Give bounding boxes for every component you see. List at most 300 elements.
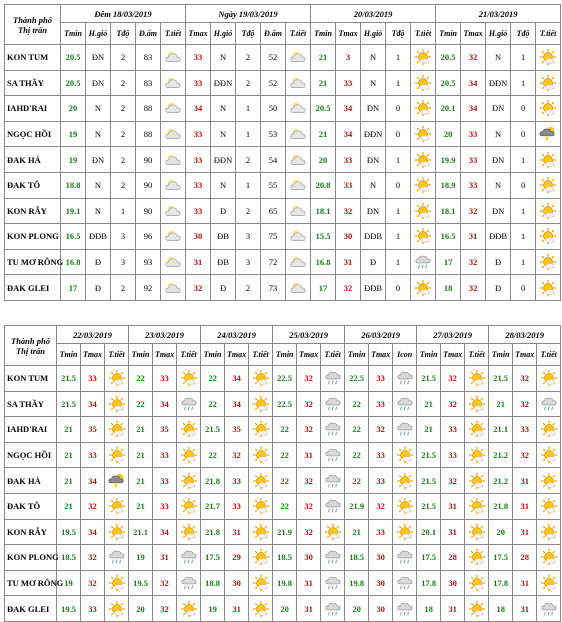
value-cell: 20.5	[61, 45, 86, 71]
value-cell: 22.5	[273, 366, 297, 392]
weather-cell	[177, 545, 201, 571]
column-header: T.tiết	[536, 23, 561, 45]
value-cell: 0	[386, 96, 411, 122]
rain-icon	[324, 600, 342, 618]
value-cell: 72	[261, 249, 286, 275]
weather-cell	[537, 545, 561, 571]
sun-icon	[252, 523, 270, 541]
weather-cell	[161, 147, 186, 173]
value-cell: Đ	[86, 249, 111, 275]
value-cell: 32	[461, 275, 486, 301]
weather-cell	[465, 596, 489, 622]
column-header: T.tiết	[537, 344, 561, 366]
value-cell: 20.5	[61, 70, 86, 96]
value-cell: 19.5	[57, 596, 81, 622]
sun-icon	[252, 446, 270, 464]
value-cell: 33	[186, 147, 211, 173]
sun-icon	[108, 497, 126, 515]
sun-icon	[468, 574, 486, 592]
sun-icon	[180, 497, 198, 515]
value-cell: 32	[441, 366, 465, 392]
value-cell: 33	[513, 417, 537, 443]
value-cell: 3	[236, 224, 261, 250]
sun-icon	[539, 279, 557, 297]
value-cell: 2	[111, 172, 136, 198]
value-cell: Đ	[486, 249, 511, 275]
value-cell: 21.8	[201, 468, 225, 494]
storm-icon	[108, 472, 126, 490]
cloud-icon	[164, 227, 182, 245]
value-cell: 30	[186, 224, 211, 250]
column-header: T.tiết	[177, 344, 201, 366]
cloud-icon	[164, 202, 182, 220]
value-cell: 22	[345, 417, 369, 443]
weather-cell	[411, 224, 436, 250]
sun-icon	[468, 395, 486, 413]
value-cell: 33	[186, 172, 211, 198]
sun-icon	[252, 472, 270, 490]
sun-icon	[180, 523, 198, 541]
value-cell: 34	[461, 96, 486, 122]
column-header: Tđộ	[386, 23, 411, 45]
value-cell: 34	[153, 391, 177, 417]
value-cell: 21	[489, 391, 513, 417]
value-cell: 90	[136, 172, 161, 198]
value-cell: ĐN	[361, 198, 386, 224]
weather-cell	[393, 391, 417, 417]
value-cell: 22	[345, 391, 369, 417]
forecast-table-2	[4, 325, 561, 622]
value-cell: 21.5	[417, 468, 441, 494]
value-cell: 55	[261, 172, 286, 198]
value-cell: 34	[186, 96, 211, 122]
rain-icon	[324, 420, 342, 438]
weather-cell	[286, 224, 311, 250]
value-cell: Đ	[361, 249, 386, 275]
date-header: 21/03/2019	[436, 5, 561, 23]
value-cell: 28	[513, 545, 537, 571]
sun-icon	[180, 600, 198, 618]
weather-cell	[249, 570, 273, 596]
value-cell: 33	[369, 366, 393, 392]
weather-cell	[286, 147, 311, 173]
city-name: NGỌC HỒI	[5, 121, 61, 147]
weather-cell	[465, 391, 489, 417]
weather-cell	[465, 545, 489, 571]
cloud-icon	[289, 151, 307, 169]
sun-icon	[468, 369, 486, 387]
date-header: 20/03/2019	[311, 5, 436, 23]
value-cell: 35	[225, 417, 249, 443]
value-cell: 33	[336, 147, 361, 173]
value-cell: 29	[225, 545, 249, 571]
city-name: ĐAK GLEI	[5, 596, 57, 622]
value-cell: N	[211, 45, 236, 71]
value-cell: ĐB	[211, 224, 236, 250]
weather-cell	[537, 596, 561, 622]
column-header: T.tiết	[321, 344, 345, 366]
column-header: Tmin	[273, 344, 297, 366]
group-header-row	[5, 326, 561, 344]
cloud-icon	[164, 125, 182, 143]
value-cell: 34	[461, 70, 486, 96]
sun-icon	[540, 523, 558, 541]
value-cell: 21	[57, 442, 81, 468]
date-header: 23/03/2019	[129, 326, 201, 344]
value-cell: 33	[369, 519, 393, 545]
value-cell: 20	[61, 96, 86, 122]
table-row	[5, 275, 561, 301]
value-cell: 21	[129, 493, 153, 519]
value-cell: 18.8	[201, 570, 225, 596]
weather-cell	[105, 570, 129, 596]
rain-icon	[540, 395, 558, 413]
column-header: Tđộ	[111, 23, 136, 45]
value-cell: 88	[136, 96, 161, 122]
value-cell: N	[486, 121, 511, 147]
sun-icon	[108, 600, 126, 618]
weather-cell	[321, 493, 345, 519]
value-cell: 32	[225, 442, 249, 468]
column-header: H.gió	[361, 23, 386, 45]
sun-icon	[540, 548, 558, 566]
value-cell: ĐN	[361, 147, 386, 173]
value-cell: 1	[511, 224, 536, 250]
sun-icon	[108, 420, 126, 438]
sun-icon	[468, 497, 486, 515]
value-cell: 83	[136, 70, 161, 96]
sun-icon	[108, 574, 126, 592]
column-header: Tmax	[336, 23, 361, 45]
sun-icon	[540, 574, 558, 592]
column-header: Tmin	[129, 344, 153, 366]
city-name: TU MƠ RÔNG	[5, 570, 57, 596]
value-cell: 21	[345, 519, 369, 545]
date-header: Ngày 19/03/2019	[186, 5, 311, 23]
cloud-icon	[289, 227, 307, 245]
value-cell: 21	[311, 121, 336, 147]
sun-icon	[539, 151, 557, 169]
weather-cell	[249, 596, 273, 622]
sun-icon	[540, 497, 558, 515]
value-cell: 1	[386, 198, 411, 224]
value-cell: 19	[57, 570, 81, 596]
value-cell: 30	[369, 596, 393, 622]
weather-cell	[411, 249, 436, 275]
value-cell: N	[361, 45, 386, 71]
weather-cell	[411, 147, 436, 173]
value-cell: 18	[417, 596, 441, 622]
city-name: ĐAK TÔ	[5, 493, 57, 519]
value-cell: 32	[513, 366, 537, 392]
weather-cell	[411, 121, 436, 147]
value-cell: 33	[441, 442, 465, 468]
weather-cell	[536, 121, 561, 147]
cloud-icon	[289, 279, 307, 297]
column-header-row	[5, 344, 561, 366]
value-cell: 32	[297, 519, 321, 545]
weather-cell	[177, 417, 201, 443]
value-cell: 1	[386, 147, 411, 173]
weather-cell	[465, 417, 489, 443]
weather-cell	[321, 391, 345, 417]
city-label: Thành phố	[11, 335, 50, 346]
sun-icon	[252, 420, 270, 438]
value-cell: 33	[186, 198, 211, 224]
value-cell: 1	[386, 249, 411, 275]
table-row	[5, 493, 561, 519]
value-cell: ĐĐN	[211, 147, 236, 173]
weather-cell	[321, 519, 345, 545]
city-label: Thành phố	[13, 14, 52, 25]
town-label: Thị trấn	[15, 345, 46, 356]
weather-cell	[286, 275, 311, 301]
table-row	[5, 570, 561, 596]
weather-cell	[465, 468, 489, 494]
table-row	[5, 366, 561, 392]
weather-cell	[161, 70, 186, 96]
value-cell: 19.5	[129, 570, 153, 596]
value-cell: 31	[153, 545, 177, 571]
value-cell: 18.5	[273, 545, 297, 571]
value-cell: 17.8	[417, 570, 441, 596]
sun-icon	[180, 446, 198, 464]
weather-cell	[321, 417, 345, 443]
value-cell: 0	[511, 121, 536, 147]
value-cell: 19	[61, 147, 86, 173]
city-header	[5, 326, 57, 366]
date-header: Đêm 18/03/2019	[61, 5, 186, 23]
sun-icon	[252, 497, 270, 515]
value-cell: 1	[386, 45, 411, 71]
value-cell: 21.1	[489, 417, 513, 443]
rain-icon	[324, 369, 342, 387]
value-cell: 21.2	[489, 468, 513, 494]
value-cell: 35	[153, 417, 177, 443]
weather-cell	[161, 224, 186, 250]
weather-cell	[411, 198, 436, 224]
value-cell: 2	[111, 147, 136, 173]
city-name: SA THẦY	[5, 70, 61, 96]
value-cell: 88	[136, 121, 161, 147]
table-row	[5, 198, 561, 224]
value-cell: 1	[511, 249, 536, 275]
weather-cell	[161, 249, 186, 275]
value-cell: 31	[513, 570, 537, 596]
value-cell: 32	[81, 570, 105, 596]
value-cell: 32	[153, 570, 177, 596]
sun-icon	[252, 600, 270, 618]
weather-cell	[249, 442, 273, 468]
value-cell: 2	[236, 147, 261, 173]
value-cell: 32	[297, 493, 321, 519]
value-cell: 0	[511, 275, 536, 301]
rain-icon	[396, 420, 414, 438]
weather-cell	[321, 570, 345, 596]
sun-icon	[414, 151, 432, 169]
cloud-icon	[164, 99, 182, 117]
value-cell: 19.5	[57, 519, 81, 545]
weather-cell	[536, 96, 561, 122]
weather-cell	[249, 366, 273, 392]
weather-cell	[177, 596, 201, 622]
weather-cell	[411, 70, 436, 96]
sun-icon	[540, 472, 558, 490]
value-cell: 54	[261, 147, 286, 173]
value-cell: 16.8	[311, 249, 336, 275]
forecast-table-1	[4, 4, 561, 301]
cloud-icon	[289, 125, 307, 143]
value-cell: 3	[111, 224, 136, 250]
value-cell: 33	[441, 417, 465, 443]
date-header: 25/03/2019	[273, 326, 345, 344]
value-cell: 16.8	[61, 249, 86, 275]
value-cell: 32	[369, 493, 393, 519]
cloud-icon	[289, 74, 307, 92]
sun-icon	[414, 125, 432, 143]
column-header: Tmax	[297, 344, 321, 366]
value-cell: 20.1	[436, 96, 461, 122]
weather-cell	[393, 417, 417, 443]
value-cell: 31	[225, 519, 249, 545]
value-cell: 21.5	[57, 391, 81, 417]
weather-cell	[286, 198, 311, 224]
column-header: T.tiết	[465, 344, 489, 366]
column-header: Tmin	[61, 23, 86, 45]
weather-cell	[286, 172, 311, 198]
weather-cell	[393, 366, 417, 392]
value-cell: 1	[511, 45, 536, 71]
value-cell: 21.5	[417, 493, 441, 519]
value-cell: 30	[297, 545, 321, 571]
table-row	[5, 442, 561, 468]
rain-icon	[396, 548, 414, 566]
value-cell: 33	[461, 172, 486, 198]
column-header: Tđộ	[236, 23, 261, 45]
table-row	[5, 596, 561, 622]
sun-icon	[468, 523, 486, 541]
value-cell: 31	[461, 224, 486, 250]
value-cell: 22	[273, 417, 297, 443]
table-row	[5, 545, 561, 571]
weather-cell	[393, 570, 417, 596]
weather-cell	[105, 519, 129, 545]
weather-cell	[411, 275, 436, 301]
value-cell: ĐĐB	[361, 275, 386, 301]
value-cell: N	[361, 172, 386, 198]
value-cell: 20.1	[417, 519, 441, 545]
sun-icon	[324, 523, 342, 541]
value-cell: 32	[369, 417, 393, 443]
value-cell: ĐN	[486, 198, 511, 224]
sun-icon	[414, 74, 432, 92]
column-header: Đ.ẩm	[261, 23, 286, 45]
value-cell: 1	[236, 172, 261, 198]
city-name: NGỌC HỒI	[5, 442, 57, 468]
column-header: Tmin	[489, 344, 513, 366]
value-cell: 1	[511, 147, 536, 173]
rain-icon	[180, 574, 198, 592]
value-cell: 34	[153, 519, 177, 545]
value-cell: 19	[201, 596, 225, 622]
value-cell: 21.2	[489, 442, 513, 468]
value-cell: Đ	[86, 275, 111, 301]
value-cell: ĐN	[86, 147, 111, 173]
value-cell: ĐN	[86, 70, 111, 96]
value-cell: 19	[61, 121, 86, 147]
column-header: Tđộ	[511, 23, 536, 45]
value-cell: 33	[81, 366, 105, 392]
value-cell: 28	[441, 545, 465, 571]
value-cell: 19	[129, 545, 153, 571]
city-name: TU MƠ RÔNG	[5, 249, 61, 275]
weather-cell	[105, 442, 129, 468]
value-cell: 90	[136, 147, 161, 173]
sun-icon	[539, 176, 557, 194]
city-name: ĐAK GLEI	[5, 275, 61, 301]
date-header: 26/03/2019	[345, 326, 417, 344]
table-row	[5, 147, 561, 173]
value-cell: 22	[201, 442, 225, 468]
city-name: IAHD'RAI	[5, 96, 61, 122]
cloud-icon	[164, 279, 182, 297]
value-cell: 22.5	[273, 391, 297, 417]
value-cell: 20	[436, 121, 461, 147]
value-cell: 32	[297, 391, 321, 417]
value-cell: 96	[136, 224, 161, 250]
table-row	[5, 121, 561, 147]
weather-cell	[536, 70, 561, 96]
weather-cell	[465, 519, 489, 545]
column-header: Tmin	[201, 344, 225, 366]
value-cell: 90	[136, 198, 161, 224]
table-row	[5, 391, 561, 417]
weather-cell	[536, 249, 561, 275]
value-cell: 32	[297, 417, 321, 443]
column-header: Tmax	[225, 344, 249, 366]
weather-cell	[393, 493, 417, 519]
value-cell: 3	[111, 249, 136, 275]
value-cell: 33	[461, 121, 486, 147]
value-cell: 30	[336, 224, 361, 250]
value-cell: N	[86, 121, 111, 147]
column-header: Tmax	[513, 344, 537, 366]
weather-cell	[411, 172, 436, 198]
town-label: Thị trấn	[17, 24, 48, 35]
weather-cell	[537, 417, 561, 443]
rain-icon	[396, 600, 414, 618]
value-cell: N	[211, 96, 236, 122]
value-cell: 22	[201, 391, 225, 417]
value-cell: 30	[369, 570, 393, 596]
value-cell: 18.5	[345, 545, 369, 571]
sun-icon	[414, 227, 432, 245]
value-cell: 17	[311, 275, 336, 301]
value-cell: 30	[369, 545, 393, 571]
weather-cell	[105, 366, 129, 392]
rain-icon	[324, 446, 342, 464]
value-cell: 32	[81, 545, 105, 571]
value-cell: ĐĐB	[361, 224, 386, 250]
value-cell: 33	[153, 442, 177, 468]
sun-icon	[468, 446, 486, 464]
value-cell: N	[86, 96, 111, 122]
value-cell: 34	[225, 391, 249, 417]
value-cell: 34	[81, 391, 105, 417]
value-cell: 20	[311, 147, 336, 173]
sun-icon	[108, 523, 126, 541]
value-cell: 52	[261, 45, 286, 71]
